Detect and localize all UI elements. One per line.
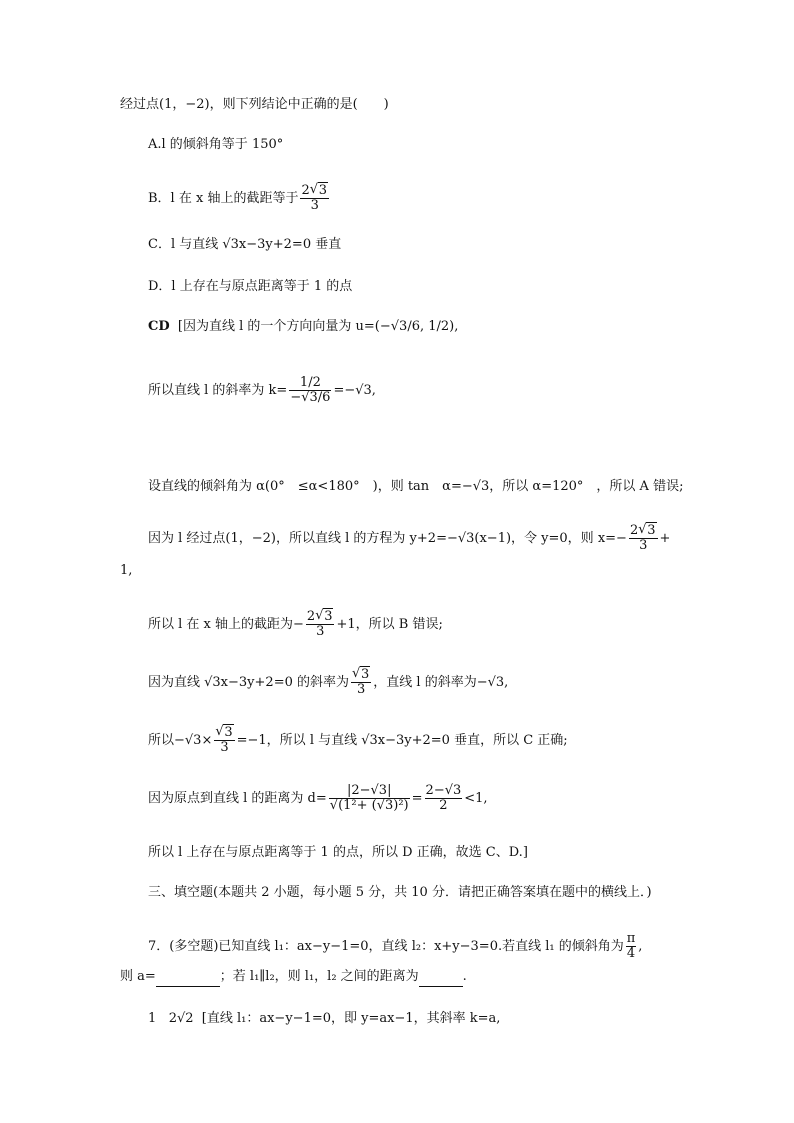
distance-fraction — [329, 784, 410, 813]
section-three-heading — [148, 884, 652, 902]
solution-line-1-text: [因为直线 l 的一个方向向量为 u= — [177, 319, 375, 334]
option-b — [148, 184, 331, 213]
option-b-text: B．l 在 x 轴上的截距等于 — [148, 191, 299, 206]
solution-line-9 — [148, 844, 528, 862]
option-a-text: A.l 的倾斜角等于 150° — [148, 137, 284, 152]
solution-line-4 — [148, 524, 670, 553]
distance-numerator: |2−√3| — [329, 784, 410, 799]
distance-result-denominator: 2 — [439, 798, 448, 813]
x-intercept-fraction: $\frac{2√ 3}{3}$ — [629, 524, 658, 553]
solution-line-6-prefix: 因为直线 √3x−3y+2=0 的斜率为 — [148, 675, 349, 690]
distance-denominator: √(1²+ (√3)²) — [329, 798, 409, 813]
solution-line-7-suffix: =−1，所以 l 与直线 √3x−3y+2=0 垂直，所以 C 正确; — [236, 733, 568, 748]
solution-line-8 — [148, 784, 488, 813]
q7-line-2-end: . — [462, 969, 467, 984]
solution-line-3-text: 设直线的倾斜角为 α(0° ≤α<180° )，则 tan α=−√3，所以 α=120° ，所以 A 错误; — [148, 479, 684, 494]
angle-fraction — [626, 932, 637, 961]
solution-line-2 — [148, 376, 376, 405]
solution-line-5-suffix: +1，所以 B 错误; — [336, 617, 443, 632]
solution-line-8-prefix: 因为原点到直线 l 的距离为 d= — [148, 791, 327, 806]
direction-vector: (−√3/6, 1/2) — [374, 319, 455, 334]
option-c — [148, 236, 341, 254]
angle-denominator: 4 — [626, 946, 636, 961]
q7-line-2-a: 则 a= — [120, 969, 156, 984]
solution-line-1: CD [因为直线 l 的一个方向向量为 u=(−√3/6, 1/2), — [148, 319, 459, 334]
solution-line-6 — [148, 668, 508, 697]
solution-line-7-prefix: 所以−√3× — [148, 733, 213, 748]
solution-line-2-result: =−√3, — [333, 383, 376, 398]
option-d-text: D．l 上存在与原点距离等于 1 的点 — [148, 279, 353, 294]
option-a — [148, 136, 283, 154]
q7-line-2 — [120, 968, 467, 987]
distance-equals: = — [411, 791, 423, 806]
solution-line-9-text: 所以 l 上存在与原点距离等于 1 的点，所以 D 正确，故选 C、D.] — [148, 845, 528, 860]
q7-answer-line — [148, 1010, 500, 1028]
solution-line-5 — [148, 610, 443, 639]
q7-answer-1: 1 — [148, 1011, 157, 1026]
option-b-fraction: $\frac{2√ 3}{3}$ — [300, 184, 329, 213]
section-three-text: 三、填空题(本题共 2 小题，每小题 5 分，共 10 分．请把正确答案填在题中的横线上．) — [148, 885, 652, 900]
distance-result-fraction — [425, 784, 463, 813]
slope-fraction: $\frac{1/2}{-√3/6}$ — [290, 375, 331, 405]
product-fraction: √ $\frac{3}{3}$ — [214, 726, 234, 755]
q7-answer-text: [直线 l₁：ax−y−1=0，即 y=ax−1，其斜率 k=a, — [201, 1011, 501, 1026]
solution-line-4-suffix: + — [659, 531, 671, 546]
q7-line-2-b: ；若 l₁∥l₂，则 l₁，l₂ 之间的距离为 — [219, 969, 419, 984]
answer-blank-1[interactable] — [156, 968, 220, 987]
solution-line-2-prefix: 所以直线 l 的斜率为 k= — [148, 383, 288, 398]
angle-numerator: π — [626, 931, 636, 946]
solution-line-5-prefix: 所以 l 在 x 轴上的截距为− — [148, 617, 304, 632]
distance-result-numerator: 2−√3 — [425, 783, 462, 798]
option-c-text: C．l 与直线 √3x−3y+2=0 垂直 — [148, 237, 342, 252]
question-intro-text: 经过点(1，−2)，则下列结论中正确的是( ) — [120, 97, 389, 112]
q7-line-1-end: , — [638, 939, 643, 954]
answer-label: CD — [148, 319, 170, 334]
solution-line-4-cont — [120, 562, 132, 580]
q7-answer-2: 2√2 — [168, 1011, 194, 1026]
answer-blank-2[interactable] — [419, 968, 463, 987]
question-intro — [120, 96, 389, 114]
solution-line-7 — [148, 726, 568, 755]
slope-sqrt3-over-3: √ $\frac{3}{3}$ — [351, 668, 371, 697]
q7-line-1-prefix: 7．(多空题)已知直线 l₁：ax−y−1=0，直线 l₂：x+y−3=0.若直线 l₁ 的倾斜角为 — [148, 939, 624, 954]
solution-line-6-suffix: ，直线 l 的斜率为−√3, — [373, 675, 509, 690]
solution-line-4-prefix: 因为 l 经过点(1，−2)，所以直线 l 的方程为 y+2=−√3(x−1)，令 y=0，则 x=− — [148, 531, 627, 546]
intercept-fraction: $\frac{2√ 3}{3}$ — [306, 610, 335, 639]
solution-line-3 — [148, 478, 683, 496]
solution-line-4-cont-text: 1, — [120, 563, 133, 578]
solution-line-8-end: <1, — [464, 791, 488, 806]
option-d — [148, 278, 352, 296]
q7-line-1 — [148, 932, 642, 961]
